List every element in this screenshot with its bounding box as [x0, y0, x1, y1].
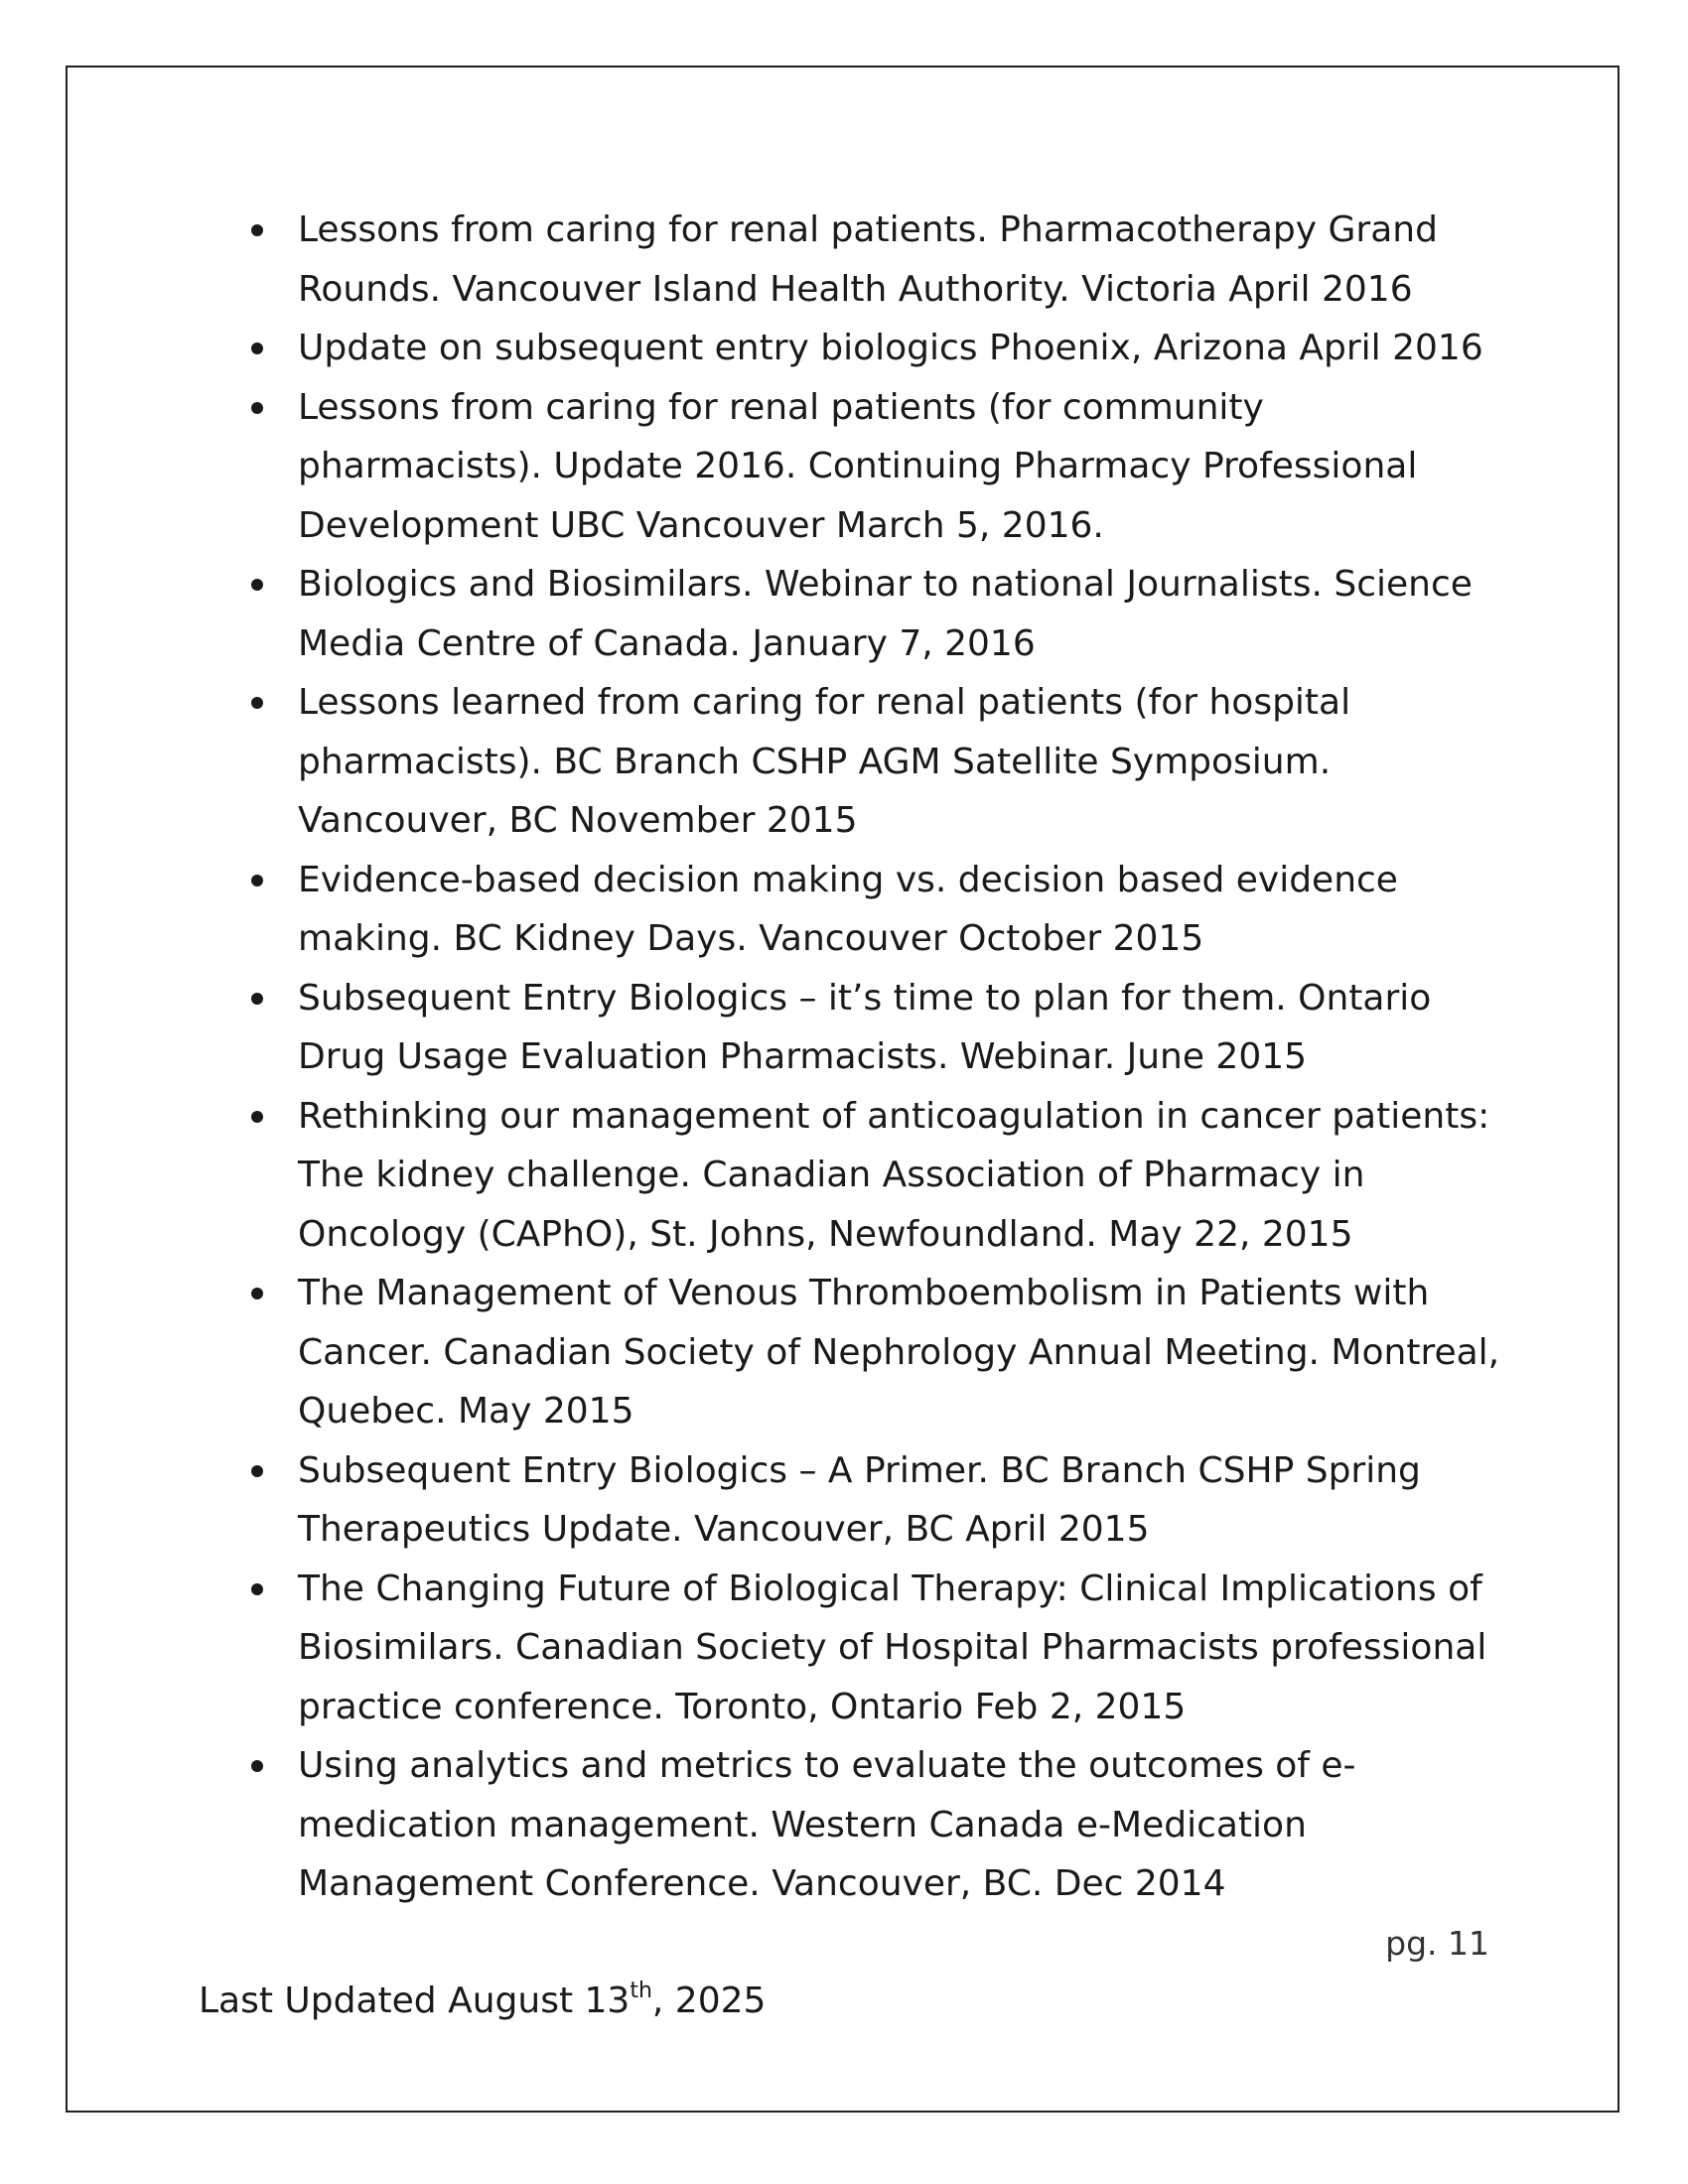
list-item: Update on subsequent entry biologics Phoenix, Arizona April 2016	[238, 319, 1519, 378]
list-item: Rethinking our management of anticoagulation in cancer patients: The kidney challenge. Canadian Association of Pharmacy in Oncology (CAPhO), St. Johns, Newfoundland. May 22, 2015	[238, 1087, 1519, 1265]
footer-text: Last Updated August 13	[199, 1980, 631, 2021]
list-item: Evidence-based decision making vs. decision based evidence making. BC Kidney Days. Vancouver October 2015	[238, 851, 1519, 969]
list-item: Using analytics and metrics to evaluate the outcomes of e-medication management. Western Canada e-Medication Management Conference. Vancouver, BC. Dec 2014	[238, 1736, 1519, 1914]
list-item: Biologics and Biosimilars. Webinar to national Journalists. Science Media Centre of Canada. January 7, 2016	[238, 555, 1519, 673]
last-updated-footer	[199, 1968, 766, 2025]
list-item: Lessons learned from caring for renal patients (for hospital pharmacists). BC Branch CSHP AGM Satellite Symposium. Vancouver, BC November 2015	[238, 673, 1519, 851]
list-item: The Changing Future of Biological Therapy: Clinical Implications of Biosimilars. Canadian Society of Hospital Pharmacists professional practice conference. Toronto, Ontario Feb 2, 2015	[238, 1560, 1519, 1737]
list-item: Lessons from caring for renal patients (for community pharmacists). Update 2016. Continuing Pharmacy Professional Development UBC Vancouver March 5, 2016.	[238, 378, 1519, 556]
list-item: The Management of Venous Thromboembolism in Patients with Cancer. Canadian Society of Nephrology Annual Meeting. Montreal, Quebec. May 2015	[238, 1264, 1519, 1441]
footer-year: , 2025	[651, 1980, 767, 2021]
list-item: Subsequent Entry Biologics – A Primer. BC Branch CSHP Spring Therapeutics Update. Vancouver, BC April 2015	[238, 1441, 1519, 1560]
presentation-list	[238, 201, 1519, 1914]
footer-ordinal-suffix: th	[630, 1979, 652, 2003]
list-item: Lessons from caring for renal patients. Pharmacotherapy Grand Rounds. Vancouver Island Health Authority. Victoria April 2016	[238, 201, 1519, 319]
page-number: pg. 11	[1385, 1924, 1489, 1963]
list-item: Subsequent Entry Biologics – it’s time to plan for them. Ontario Drug Usage Evaluation Pharmacists. Webinar. June 2015	[238, 969, 1519, 1087]
